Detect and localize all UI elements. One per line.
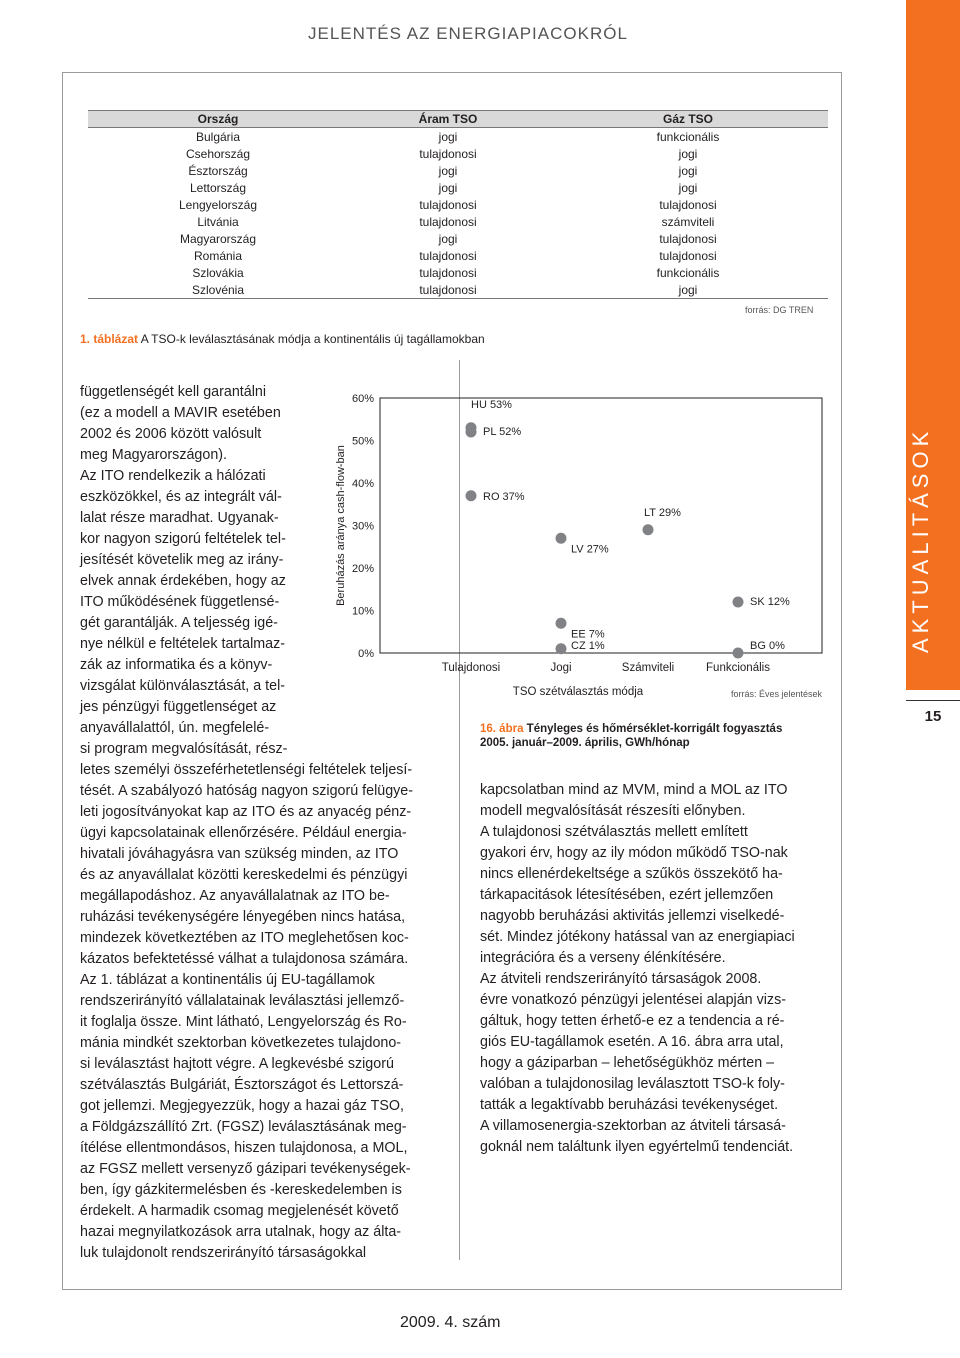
text-line: modell megvalósítását részesíti előnyben. [480, 803, 746, 819]
data-label: RO 37% [483, 490, 525, 503]
figure-caption [480, 722, 782, 750]
text-line: got jellemzi. Megjegyezzük, hogy a hazai gáz TSO, [80, 1098, 404, 1114]
table-header-cell: Ország [88, 111, 348, 128]
text-line: meg Magyarországon). [80, 447, 228, 463]
page-number: 15 [924, 708, 942, 725]
data-label: SK 12% [750, 596, 790, 608]
text-line: szétválasztás Bulgáriát, Észtországot és Lettorszá- [80, 1077, 404, 1093]
text-line: mindezek következtében az ITO meglehetősen koc- [80, 930, 409, 946]
text-line: vizsgálat különválasztását, a tel- [80, 678, 286, 694]
table-row [88, 145, 828, 162]
table-cell: Szlovénia [88, 281, 348, 299]
section-label: AKTUALITÁSOK [908, 426, 933, 654]
table-cell: Litvánia [197, 214, 239, 229]
text-line: A tulajdonosi szétválasztás mellett említett [480, 824, 748, 840]
table-caption [80, 332, 485, 346]
tso-table [88, 110, 828, 299]
text-line: goknál nem találtunk ilyen egyértelmű tendenciát. [480, 1139, 794, 1155]
table-cell: jogi [438, 180, 458, 195]
table-header-cell: Áram TSO [348, 111, 548, 128]
text-line: si leválasztást hajtott végre. A legkevésbé szigorú [80, 1056, 394, 1072]
table-cell: jogi [548, 281, 828, 299]
issue-footer: 2009. 4. szám [400, 1314, 501, 1331]
text-line: kor nagyon szigorú feltételek tel- [80, 531, 286, 547]
text-line: ben, így gázkitermelésben és -kereskedelemben is [80, 1182, 402, 1198]
text-line: Az átviteli rendszerirányító társaságok 2008. [480, 971, 762, 987]
data-label: LV 27% [571, 543, 609, 556]
text-line: sét. Mindez jótékony hatással van az energiapiaci [480, 929, 795, 945]
table-cell: Románia [193, 248, 243, 263]
text-line: valóban a tulajdonosilag leválasztott TSO-k foly- [480, 1076, 785, 1092]
text-line: Az ITO rendelkezik a hálózati [80, 468, 266, 484]
text-line: anyavállalattól, ún. megfelelé- [80, 720, 270, 736]
text-line: érdekelt. A harmadik csomag megjelenését követő [80, 1203, 399, 1219]
text-line: gyakori érv, hogy az ily módon működő TSO-nak [480, 845, 788, 861]
table-source: forrás: DG TREN [745, 305, 814, 315]
text-line: tatták a legaktívabb beruházási tevékenységet. [480, 1097, 779, 1113]
table-cell: számviteli [661, 214, 715, 229]
table-cell: Bulgária [195, 129, 241, 144]
text-line: nincs ellenérdekeltsége a szűkös összekötő ha- [480, 866, 783, 882]
text-line: kázatos befektetéssé válhat a tulajdonosa számára. [80, 951, 409, 967]
investment-scatter-chart [318, 378, 838, 718]
table-row [88, 162, 828, 179]
text-line: si program megvalósítását, rész- [80, 741, 288, 757]
table-cell: jogi [438, 231, 458, 246]
y-tick-label: 20% [351, 563, 374, 575]
text-line: gáltuk, hogy tetten érhető-e ez a tendencia a ré- [480, 1013, 785, 1029]
text-line: ruházási tevékenységére lényegében nincs hatása, [80, 909, 406, 925]
page-header-title: JELENTÉS AZ ENERGIAPIACOKRÓL [308, 24, 628, 43]
y-tick-label: 60% [351, 393, 374, 405]
table-header-row [88, 111, 828, 128]
text-line: lalat része maradhat. Ugyanak- [80, 510, 279, 526]
y-tick-label: 10% [351, 605, 374, 618]
table-cell: Magyarország [179, 231, 257, 246]
text-line: gét garantálják. A teljesség igé- [80, 615, 278, 631]
table-cell: tulajdonosi [659, 248, 717, 263]
text-line: nye nélkül e feltételek tartalmaz- [80, 636, 286, 652]
text-line: (ez a modell a MAVIR esetében [80, 405, 281, 421]
text-line: évre vonatkozó pénzügyi jelentései alapján vizs- [480, 992, 786, 1008]
table-cell: Lettország [189, 180, 247, 195]
table-cell: jogi [678, 163, 698, 178]
table-cell: Szlovákia [192, 265, 244, 280]
text-line: zák az informatika és a könyv- [80, 657, 273, 673]
text-line: nagyobb beruházási aktivitás jellemzi viselkedé- [480, 908, 785, 924]
text-line: Az 1. táblázat a kontinentális új EU-tagállamok [80, 972, 375, 988]
x-tick-label: Funkcionális [706, 662, 770, 674]
text-line: eszközökkel, és az integrált vál- [80, 489, 282, 505]
text-line: giós EU-tagállamok esetén. A 16. ábra arra utal, [480, 1034, 784, 1050]
table-caption-number: 1. táblázat [80, 332, 139, 346]
table-cell: Lengyelország [178, 197, 258, 212]
table-row [88, 247, 828, 264]
right-column-text [480, 780, 795, 1158]
x-axis-label: TSO szétválasztás módja [512, 686, 644, 698]
text-line: az FGSZ mellett versenyző gázipari tevékenységek- [80, 1161, 411, 1177]
text-line: és az anyavállalat közötti kereskedelmi és pénzügyi [80, 867, 408, 883]
data-point [643, 524, 654, 535]
table-row [88, 281, 828, 299]
data-label: HU 53% [471, 398, 512, 411]
table-row [88, 230, 828, 247]
chart-source: forrás: Éves jelentések [730, 689, 822, 699]
text-line: rendszerirányító vállalatainak leválasztási jellemző- [80, 993, 405, 1009]
text-line: leti jogosítványokat kap az ITO és az anyacég pénz- [80, 804, 412, 820]
text-line: megállapodáshoz. Az anyavállalatnak az ITO be- [80, 888, 390, 904]
table-cell: tulajdonosi [419, 197, 477, 212]
data-label: EE 7% [571, 628, 605, 641]
y-tick-label: 40% [351, 478, 374, 490]
table-cell: tulajdonosi [659, 231, 717, 246]
data-point [733, 597, 744, 608]
text-line: elvek annak érdekében, hogy az [80, 573, 286, 589]
figure-caption-line1: Tényleges és hőmérséklet-korrigált fogyasztás [523, 723, 783, 735]
text-line: luk tulajdonolt rendszerirányító társaságokkal [80, 1245, 367, 1261]
text-line: ügyi kapcsolatainak ellenőrzésére. Például energia- [80, 825, 407, 841]
text-line: integrációra és a verseny élénkítésére. [480, 950, 726, 966]
figure-caption-number: 16. ábra [480, 723, 524, 735]
table-cell: funkcionális [656, 265, 720, 280]
table-row [88, 264, 828, 281]
text-line: hazai megnyilatkozások arra utalnak, hogy az álta- [80, 1224, 402, 1240]
text-line: mánia mindkét szektorban következetes tulajdono- [80, 1035, 402, 1051]
text-line: it foglalja össze. Mint látható, Lengyelország és Ro- [80, 1014, 407, 1030]
table-cell: funkcionális [656, 129, 720, 144]
table-cell: tulajdonosi [659, 197, 717, 212]
text-line: letes személyi összeférhetetlenségi feltételek teljesí- [80, 762, 413, 778]
data-point [466, 427, 477, 438]
text-line: tését. A szabályozó hatóság nagyon szigorú felügye- [80, 783, 414, 799]
data-label: BG 0% [750, 640, 785, 652]
text-line: 2002 és 2006 között valósult [80, 426, 262, 442]
data-label: PL 52% [483, 426, 522, 438]
table-cell: tulajdonosi [348, 281, 548, 299]
table-cell: tulajdonosi [419, 265, 477, 280]
text-line: hivatali jóváhagyásra van szükség minden, az ITO [80, 846, 399, 862]
table-cell: jogi [438, 163, 458, 178]
text-line: ITO működésének függetlensé- [80, 594, 280, 610]
x-tick-label: Tulajdonosi [441, 662, 501, 674]
data-label: CZ 1% [571, 639, 605, 652]
plot-area [380, 398, 822, 653]
table-cell: jogi [678, 146, 698, 161]
text-line: függetlenségét kell garantálni [80, 384, 266, 400]
text-line: A villamosenergia-szektorban az átviteli társasá- [480, 1118, 786, 1134]
table-cell: jogi [438, 129, 458, 144]
table-cell: Csehország [185, 146, 251, 161]
text-line: ítélése ellentmondásos, hiszen tulajdonosa, a MOL, [80, 1140, 408, 1156]
x-tick-label: Jogi [550, 662, 572, 674]
text-line: jes pénzügyi függetlenséget az [80, 699, 277, 715]
table-row [88, 196, 828, 213]
text-line: hogy a gáziparban – lehetőségükhöz mérten – [480, 1055, 775, 1071]
y-tick-label: 50% [351, 435, 374, 448]
y-tick-label: 0% [358, 648, 374, 660]
table-cell: jogi [678, 180, 698, 195]
table-caption-text: A TSO-k leválasztásának módja a kontinentális új tagállamokban [138, 332, 485, 346]
page-number-rule [906, 700, 960, 701]
text-line: a Földgázszállító Zrt. (FGSZ) leválasztásának meg- [80, 1119, 407, 1135]
table-cell: tulajdonosi [419, 214, 477, 229]
table-row [88, 213, 828, 230]
table-header-cell: Gáz TSO [548, 111, 828, 128]
figure-caption-line2: 2005. január–2009. április, GWh/hónap [480, 737, 690, 749]
table-cell: Észtország [188, 163, 248, 178]
table-cell: tulajdonosi [419, 248, 477, 263]
data-point [556, 533, 567, 544]
data-point [733, 648, 744, 659]
table-cell: tulajdonosi [419, 146, 477, 161]
text-line: jesítését követelik meg az irány- [80, 552, 284, 568]
table-row [88, 128, 828, 146]
y-tick-label: 30% [351, 520, 374, 533]
text-line: kapcsolatban mind az MVM, mind a MOL az ITO [480, 782, 788, 798]
data-label: LT 29% [644, 506, 681, 519]
data-point [466, 490, 477, 501]
data-point [556, 618, 567, 629]
x-tick-label: Számviteli [621, 662, 675, 674]
data-point [556, 643, 567, 654]
text-line: tárkapacitások létesítésében, ezért jellemzően [480, 887, 774, 903]
table-row [88, 179, 828, 196]
y-axis-label: Beruházás aránya cash-flow-ban [335, 445, 347, 606]
